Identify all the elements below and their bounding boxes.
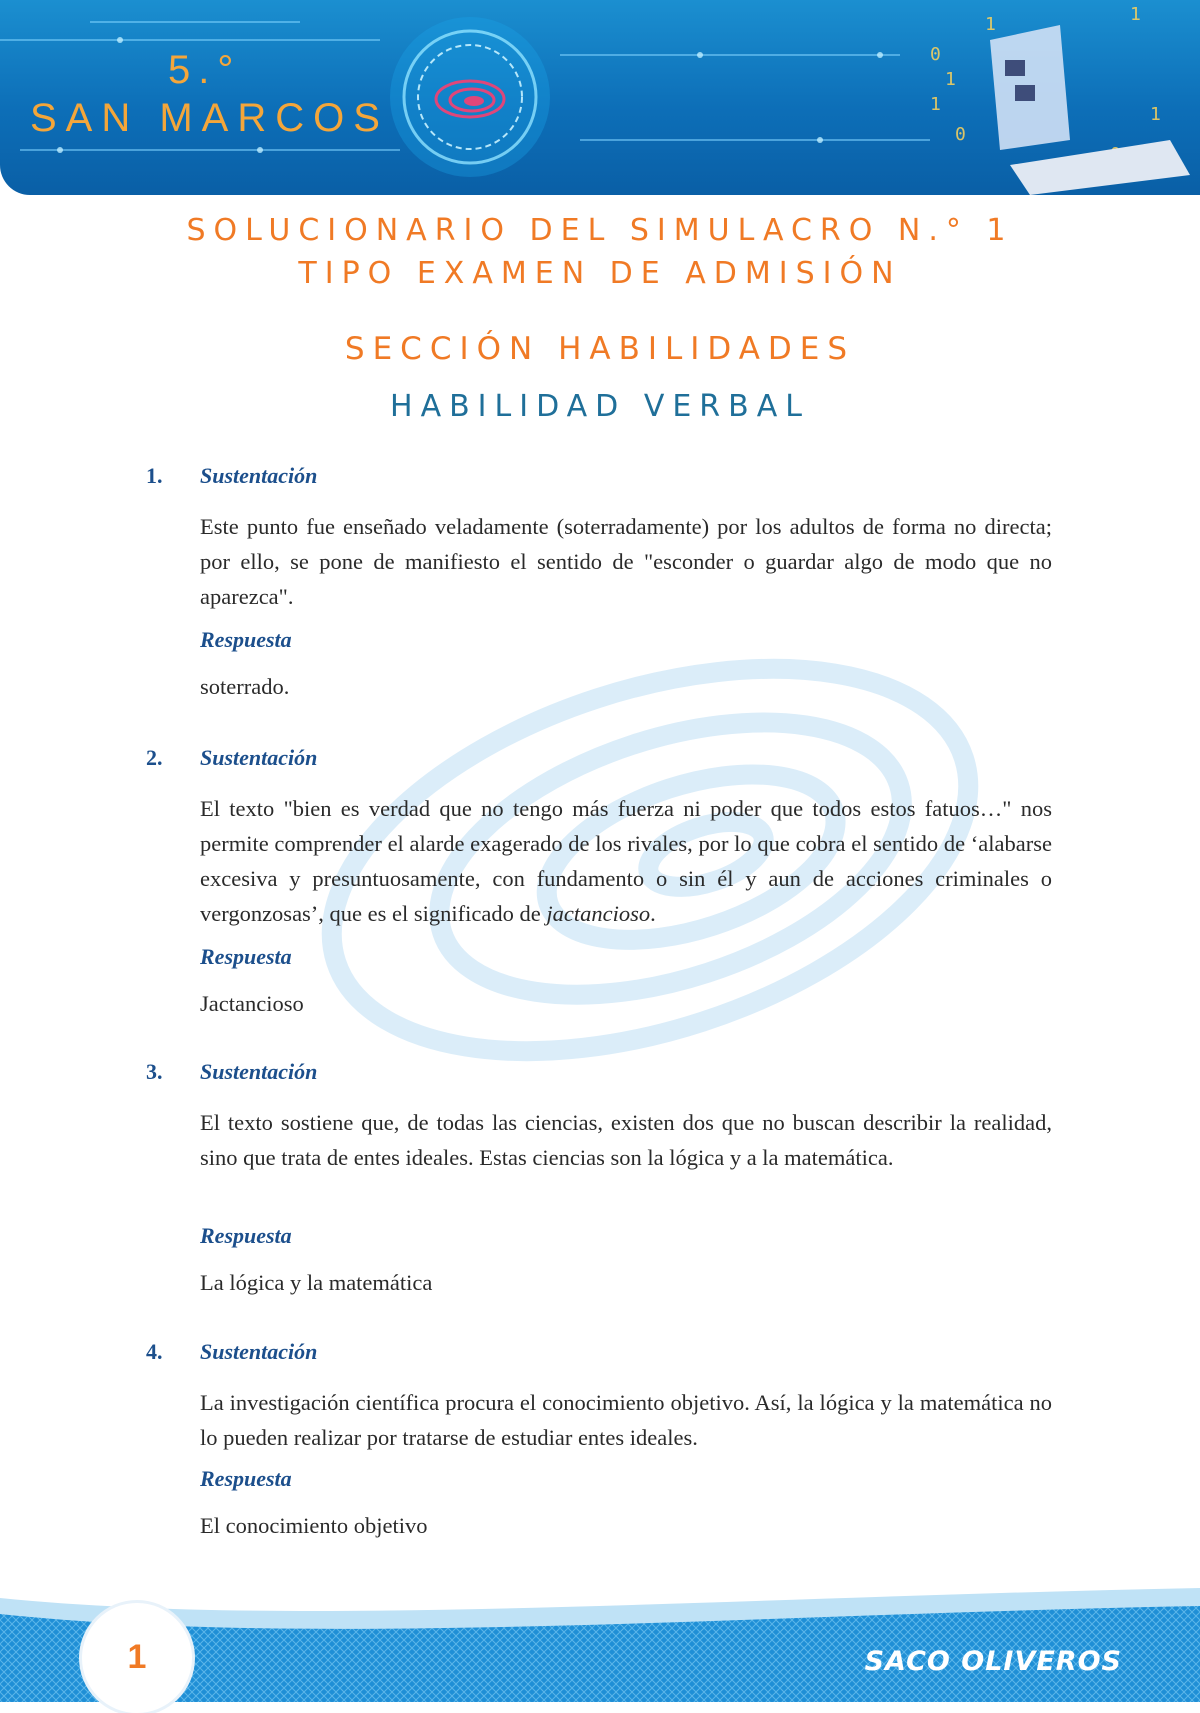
answer-label: Respuesta: [200, 1466, 292, 1491]
school-label: SAN MARCOS: [30, 96, 389, 140]
justification-text-end: .: [650, 901, 656, 926]
laptop-icon: [990, 0, 1190, 195]
answer-label: Respuesta: [200, 944, 292, 969]
grade-label: 5.°: [168, 48, 242, 92]
justification-label: Sustentación: [200, 1339, 318, 1364]
document-title: SOLUCIONARIO DEL SIMULACRO N.° 1: [186, 213, 1014, 248]
svg-text:0: 0: [930, 44, 941, 65]
section-title: SECCIÓN HABILIDADES: [344, 331, 856, 367]
justification-text-main: El texto "bien es verdad que no tengo más fuerza ni poder que todos estos fatuos…" nos permite comprender el alarde exagerado de los rivales, por lo que cobra el sentido de ‘alabarse excesiva y presuntuosamente, con fundamento o sin él y aun de acciones criminales o vergonzosas’, que es el significado de: [200, 796, 1052, 926]
target-emblem-icon: [390, 17, 550, 177]
justification-text: Este punto fue enseñado veladamente (soterradamente) por los adultos de forma no directa; por ello, se pone de manifiesto el sentido de "esconder o guardar algo de modo que no aparezca".: [200, 514, 1052, 609]
page-number: 1: [127, 1638, 147, 1676]
justification-text: [200, 791, 1052, 931]
question-number: 2.: [146, 745, 163, 770]
answer-text: soterrado.: [200, 674, 290, 699]
justification-label: Sustentación: [200, 1059, 318, 1084]
svg-text:1: 1: [930, 94, 941, 115]
justification-text-italic: jactancioso: [546, 901, 651, 926]
answer-text: La lógica y la matemática: [200, 1270, 433, 1295]
document-subtitle: TIPO EXAMEN DE ADMISIÓN: [298, 256, 902, 291]
justification-text: El texto sostiene que, de todas las ciencias, existen dos que no buscan describir la realidad, sino que trata de entes ideales. Estas ciencias son la lógica y a la matemática.: [200, 1110, 1052, 1170]
brand-logo-text: SACO OLIVEROS: [864, 1646, 1122, 1677]
answer-text: Jactancioso: [200, 991, 304, 1016]
svg-text:1: 1: [985, 14, 996, 35]
svg-text:1: 1: [1150, 104, 1161, 125]
svg-text:0: 0: [955, 124, 966, 145]
question-number: 1.: [146, 463, 163, 488]
question-number: 4.: [146, 1339, 163, 1364]
svg-text:1: 1: [1130, 4, 1141, 25]
answer-label: Respuesta: [200, 1223, 292, 1248]
question-number: 3.: [146, 1059, 163, 1084]
header-banner: [0, 0, 1200, 195]
subsection-title: HABILIDAD VERBAL: [390, 389, 810, 424]
justification-text: La investigación científica procura el conocimiento objetivo. Así, la lógica y la matemática no lo pueden realizar por tratarse de estudiar entes ideales.: [200, 1390, 1052, 1450]
justification-label: Sustentación: [200, 463, 318, 488]
justification-label: Sustentación: [200, 745, 318, 770]
answer-label: Respuesta: [200, 627, 292, 652]
answer-text: El conocimiento objetivo: [200, 1513, 428, 1538]
svg-text:1: 1: [945, 69, 956, 90]
